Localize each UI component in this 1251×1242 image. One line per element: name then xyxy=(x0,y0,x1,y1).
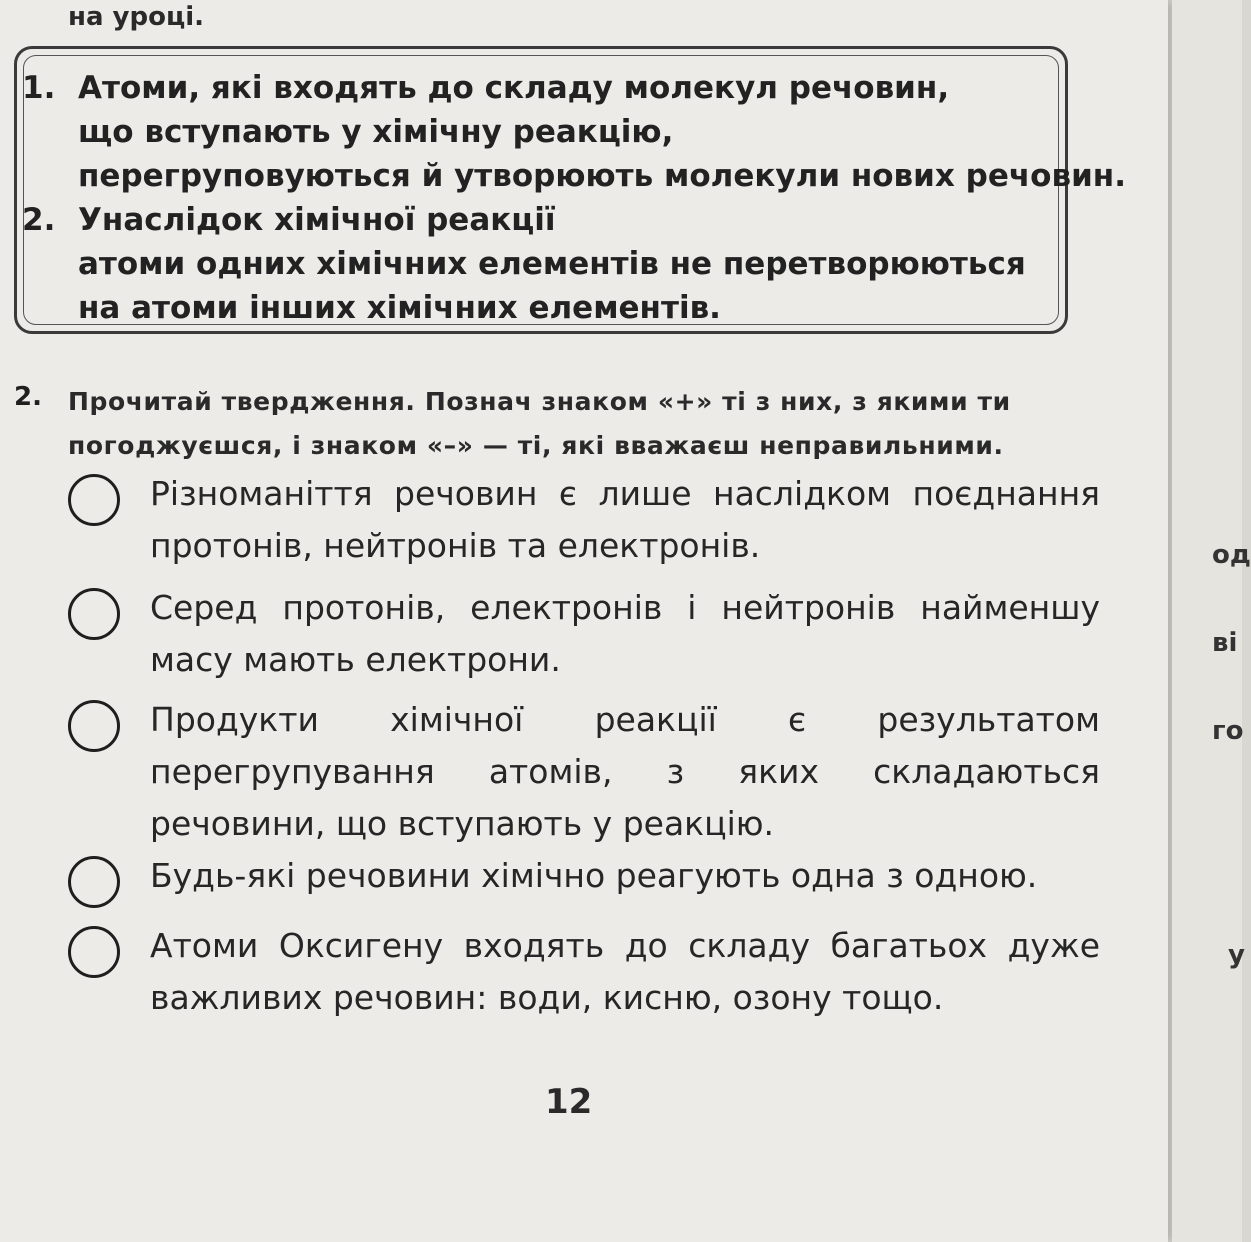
answer-circle[interactable] xyxy=(68,700,120,752)
top-line-text: на уроці. xyxy=(68,2,205,32)
rule-line: атоми одних хімічних елементів не перетворюються xyxy=(78,246,1026,282)
statement-item xyxy=(68,926,1098,1036)
rule-line: перегруповуються й утворюють молекули нових речовин. xyxy=(78,158,1127,194)
statement-text: Продукти хімічної реакції є результатом перегрупування атомів, з яких складаються речовини, що вступають у реакцію. xyxy=(150,700,1100,843)
rule-line: що вступають у хімічну реакцію, xyxy=(78,114,674,150)
answer-circle[interactable] xyxy=(68,588,120,640)
rule-line: на атоми інших хімічних елементів. xyxy=(78,290,721,326)
statement-text: Різноманіття речовин є лише наслідком поєднання протонів, нейтронів та електронів. xyxy=(150,474,1100,565)
statement-item xyxy=(68,700,1100,843)
adjacent-page-edge xyxy=(1172,0,1242,1242)
statement-item xyxy=(68,588,1098,698)
statement-text: Атоми Оксигену входять до складу багатьох дуже важливих речовин: води, кисню, озону тощо. xyxy=(150,926,1100,1017)
rule-number: 2. xyxy=(22,202,56,238)
rule-line: Атоми, які входять до складу молекул речовин, xyxy=(78,70,950,106)
rule-number: 1. xyxy=(22,70,56,106)
statement-text: Серед протонів, електронів і нейтронів найменшу масу мають електрони. xyxy=(150,588,1100,679)
answer-circle[interactable] xyxy=(68,856,120,908)
answer-circle[interactable] xyxy=(68,474,120,526)
statement-item xyxy=(68,474,1098,584)
adjacent-page-fragment: ві xyxy=(1212,628,1238,658)
adjacent-page-fragment: у xyxy=(1228,940,1245,970)
statement-text: Будь-які речовини хімічно реагують одна з одною. xyxy=(150,856,1038,895)
task-instruction: Прочитай твердження. Познач знаком «+» ті з них, з якими ти погоджуєшся, і знаком «–» — ті, які вважаєш неправильними. xyxy=(68,387,1011,460)
answer-circle[interactable] xyxy=(68,926,120,978)
rule-line: Унаслідок хімічної реакції xyxy=(78,202,556,238)
task-number: 2. xyxy=(14,382,42,412)
adjacent-page-fragment: го xyxy=(1212,716,1244,746)
adjacent-page-fragment: од xyxy=(1212,540,1251,570)
page-number: 12 xyxy=(545,1082,593,1122)
